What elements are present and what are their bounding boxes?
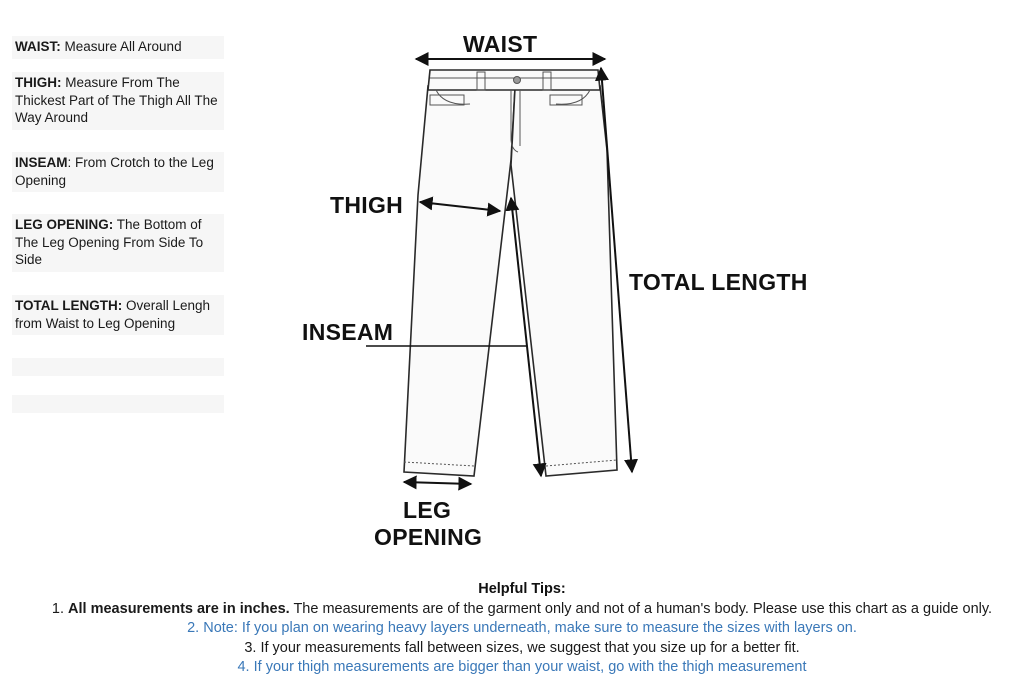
thigh-label: THIGH — [330, 192, 404, 218]
inseam-label: INSEAM — [302, 319, 394, 345]
definition-term: TOTAL LENGTH: — [15, 298, 123, 313]
definition-term: THIGH: — [15, 75, 62, 90]
tip-1-rest: The measurements are of the garment only and not of a human's body. Please use this chart as a guide only. — [289, 600, 993, 617]
leg-opening-label-line1: LEG — [403, 497, 452, 523]
definition-desc: Overall Lengh from Waist to Leg Opening — [15, 298, 211, 331]
definition-desc: Measure All Around — [60, 39, 182, 54]
definition-desc: Measure From The Thickest Part of The Thigh All The Way Around — [15, 75, 218, 125]
definition-term: INSEAM — [15, 155, 68, 170]
total-length-label: TOTAL LENGTH — [629, 269, 808, 295]
tip-4: 4. If your thigh measurements are bigger than your waist, go with the thigh measurement — [237, 659, 807, 675]
definition-desc: The Bottom of The Leg Opening From Side To Side — [15, 217, 204, 267]
helpful-tips — [0, 580, 1024, 678]
definition-term: LEG OPENING: — [15, 217, 114, 232]
leg-opening-arrow — [404, 482, 471, 484]
leg-opening-label-line2: OPENING — [374, 524, 483, 550]
tip-1-bold: All measurements are in inches. — [68, 600, 290, 617]
tip-1 — [0, 600, 1024, 620]
tip-1-prefix: 1. — [51, 600, 69, 617]
definition-desc: : From Crotch to the Leg Opening — [15, 155, 214, 188]
tip-2: 2. Note: If you plan on wearing heavy layers underneath, make sure to measure the sizes with layers on. — [187, 620, 857, 636]
tip-3: 3. If your measurements fall between sizes, we suggest that you size up for a better fit. — [244, 639, 800, 656]
definition-term: WAIST: — [15, 39, 61, 54]
waist-label: WAIST — [463, 31, 538, 57]
tips-title: Helpful Tips: — [478, 581, 566, 597]
